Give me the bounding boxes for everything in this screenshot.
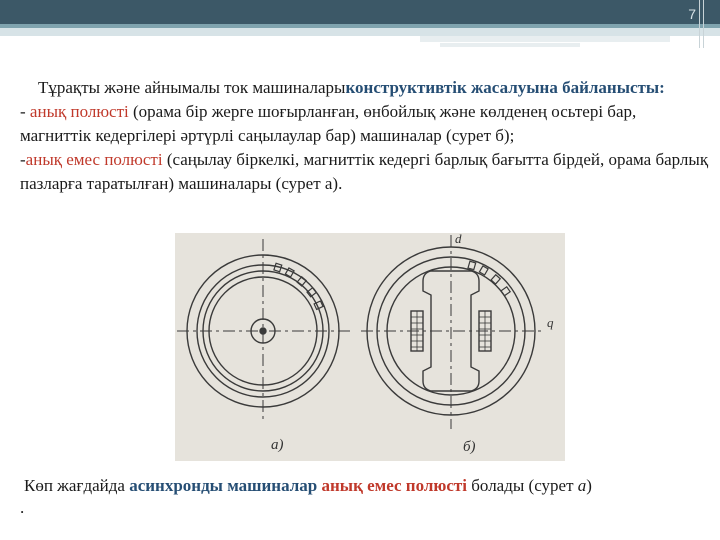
header-band <box>0 0 720 24</box>
axis-label-d: d <box>455 233 462 246</box>
header-divider <box>703 0 704 48</box>
footer-italic: а <box>577 476 587 495</box>
item-term: анық емес полюсті <box>25 150 163 169</box>
item-prefix: - <box>20 102 30 121</box>
slide-body <box>20 76 710 196</box>
footer-close: ) <box>586 476 592 495</box>
header-strip <box>420 36 670 42</box>
footer-bold-term: анық емес полюсті <box>321 476 468 495</box>
stator-slot <box>501 287 510 296</box>
footer-lead: Көп жағдайда <box>24 476 130 495</box>
item-term: анық полюсті <box>29 102 129 121</box>
list-item <box>20 148 710 196</box>
footer-tail: болады (сурет <box>467 476 578 495</box>
machine-cross-section-figure <box>175 233 565 461</box>
page-number: 7 <box>688 6 696 22</box>
item-text: (орама бір жерге шоғырланған, өнбойлық және көлденең осьтері бар, магниттік кедергілері әртүрлі саңылаулар бар) машиналар (сурет б); <box>20 102 637 145</box>
stator-slot <box>468 261 476 269</box>
stator-slot <box>274 263 282 272</box>
item-text: (саңылау біркелкі, магниттік кедергі барлық бағытта бірдей, орама барлық пазларға таратылған) машиналары (сурет а). <box>20 150 709 193</box>
trailing-dot: . <box>20 498 25 517</box>
header-divider <box>699 0 700 48</box>
item-prefix: - <box>20 150 26 169</box>
header-strip <box>0 28 720 36</box>
heading-normal: Тұрақты және айнымалы ток машиналары <box>38 78 346 97</box>
heading-bold: конструктивтік жасалуына байланысты: <box>345 78 665 97</box>
axis-label-q: q <box>547 315 554 330</box>
figure-drawing <box>175 233 565 461</box>
figure-label-a: а) <box>271 437 284 453</box>
heading-line <box>20 76 710 100</box>
figure-label-b: б) <box>463 439 476 455</box>
footer-bold-term: асинхронды машиналар <box>129 476 318 495</box>
list-item <box>20 100 710 148</box>
footer-sentence <box>24 474 714 498</box>
header-strip <box>440 43 580 47</box>
